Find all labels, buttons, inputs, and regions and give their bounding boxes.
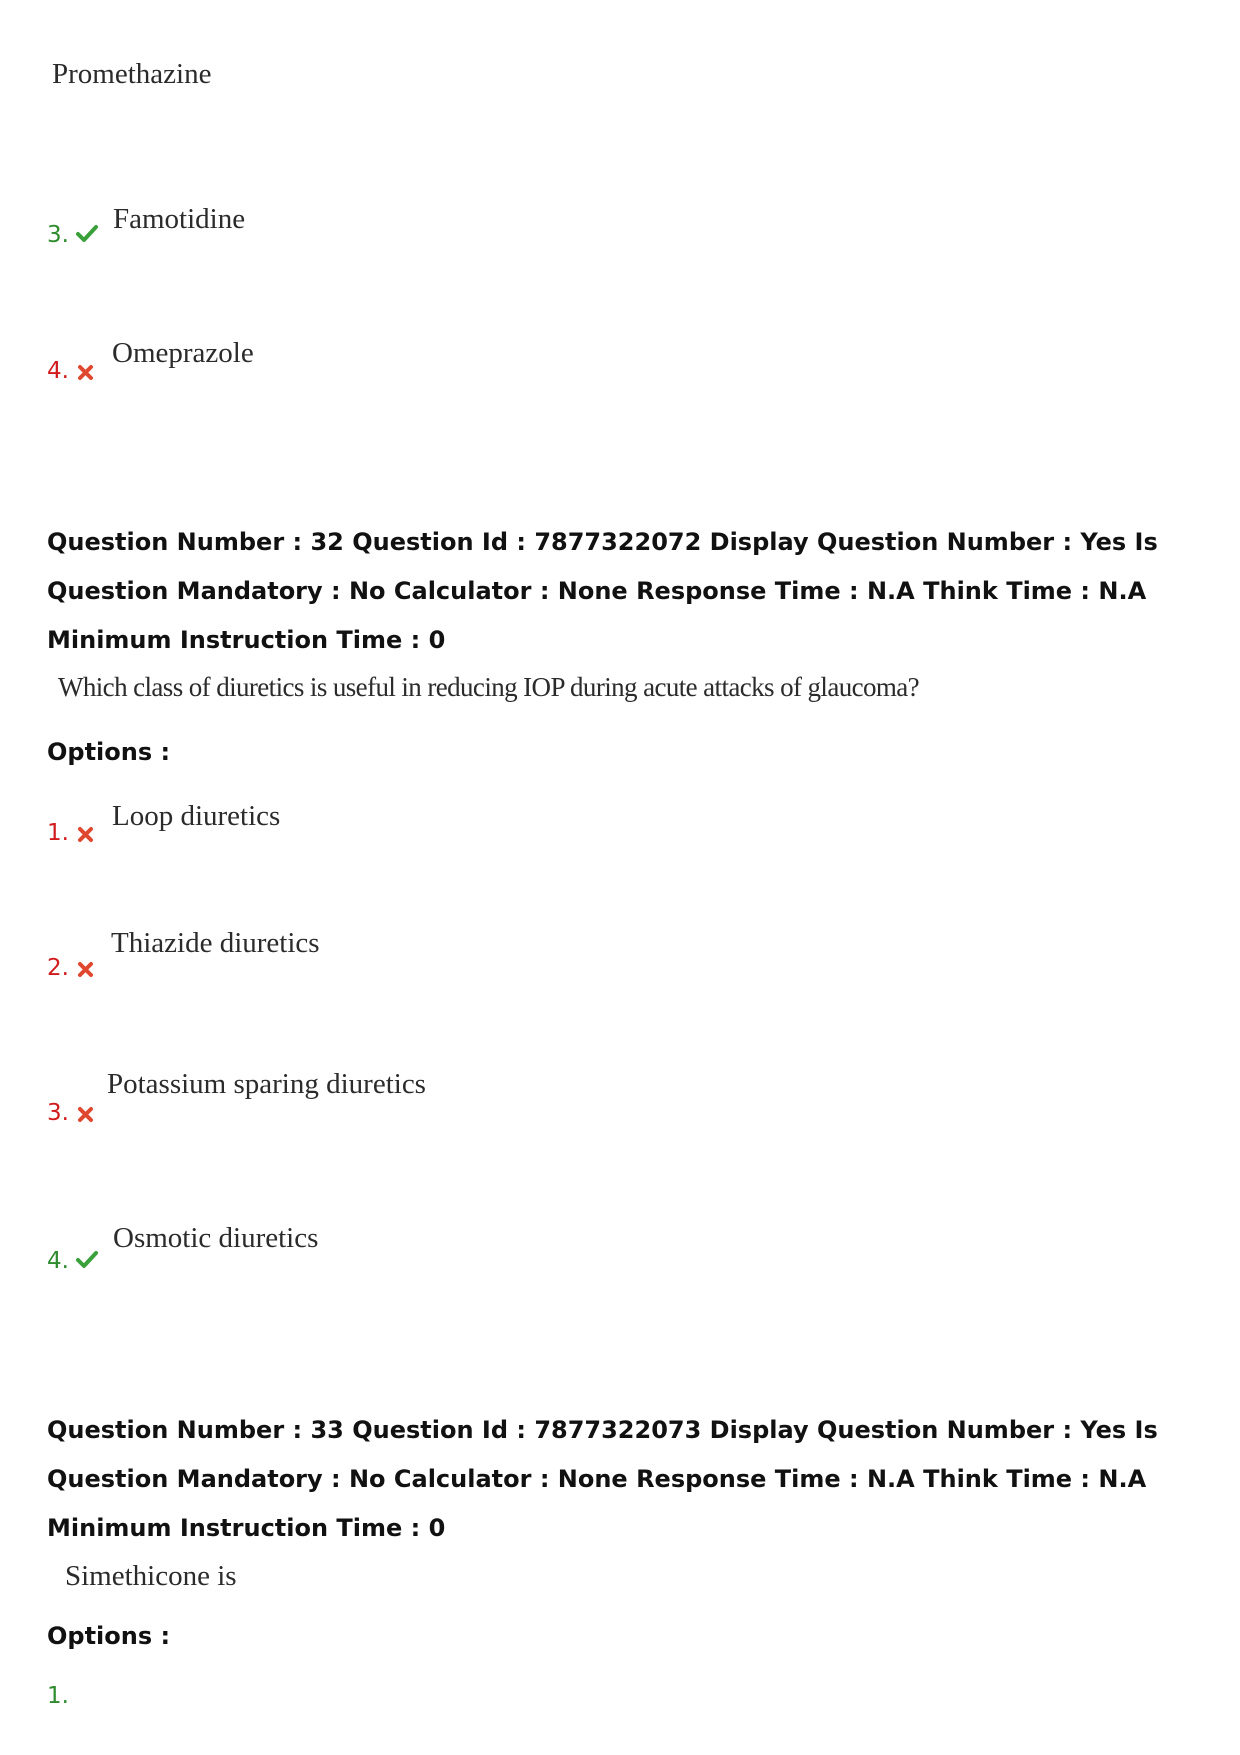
- check-icon: [76, 222, 98, 244]
- cross-icon: [77, 364, 94, 381]
- prev-option-3-text: Famotidine: [113, 203, 246, 235]
- q32-option-4-text: Osmotic diuretics: [113, 1222, 319, 1254]
- q32-option-2-text: Thiazide diuretics: [111, 927, 320, 959]
- question-33-options-label: Options :: [47, 1622, 171, 1650]
- q32-option-1-text: Loop diuretics: [112, 800, 281, 832]
- question-32-header: Question Number : 32 Question Id : 7877322072 Display Question Number : Yes Is Question Mandatory : No Calculator : None Response Time : N.A Think Time : N.A Minimum Instruction Time : 0: [47, 528, 1158, 654]
- question-33-text: Simethicone is: [65, 1560, 237, 1592]
- question-32-text: Which class of diuretics is useful in reducing IOP during acute attacks of glaucoma?: [58, 672, 920, 702]
- prev-option-3-number: 3.: [47, 222, 69, 248]
- cross-icon: [77, 1106, 94, 1123]
- prev-option-2-text: Promethazine: [52, 58, 212, 90]
- prev-option-4-number: 4.: [47, 358, 69, 384]
- q32-option-2-number: 2.: [47, 955, 69, 981]
- q33-option-1-number: 1.: [47, 1683, 69, 1709]
- q32-option-3-number: 3.: [47, 1100, 69, 1126]
- q32-option-1-number: 1.: [47, 820, 69, 846]
- prev-option-4-text: Omeprazole: [112, 337, 254, 369]
- cross-icon: [77, 961, 94, 978]
- check-icon: [76, 1248, 98, 1270]
- cross-icon: [77, 826, 94, 843]
- question-32-options-label: Options :: [47, 738, 171, 766]
- q32-option-3-text: Potassium sparing diuretics: [107, 1068, 426, 1100]
- q32-option-4-number: 4.: [47, 1248, 69, 1274]
- question-33-header: Question Number : 33 Question Id : 7877322073 Display Question Number : Yes Is Question Mandatory : No Calculator : None Response Time : N.A Think Time : N.A Minimum Instruction Time : 0: [47, 1416, 1158, 1542]
